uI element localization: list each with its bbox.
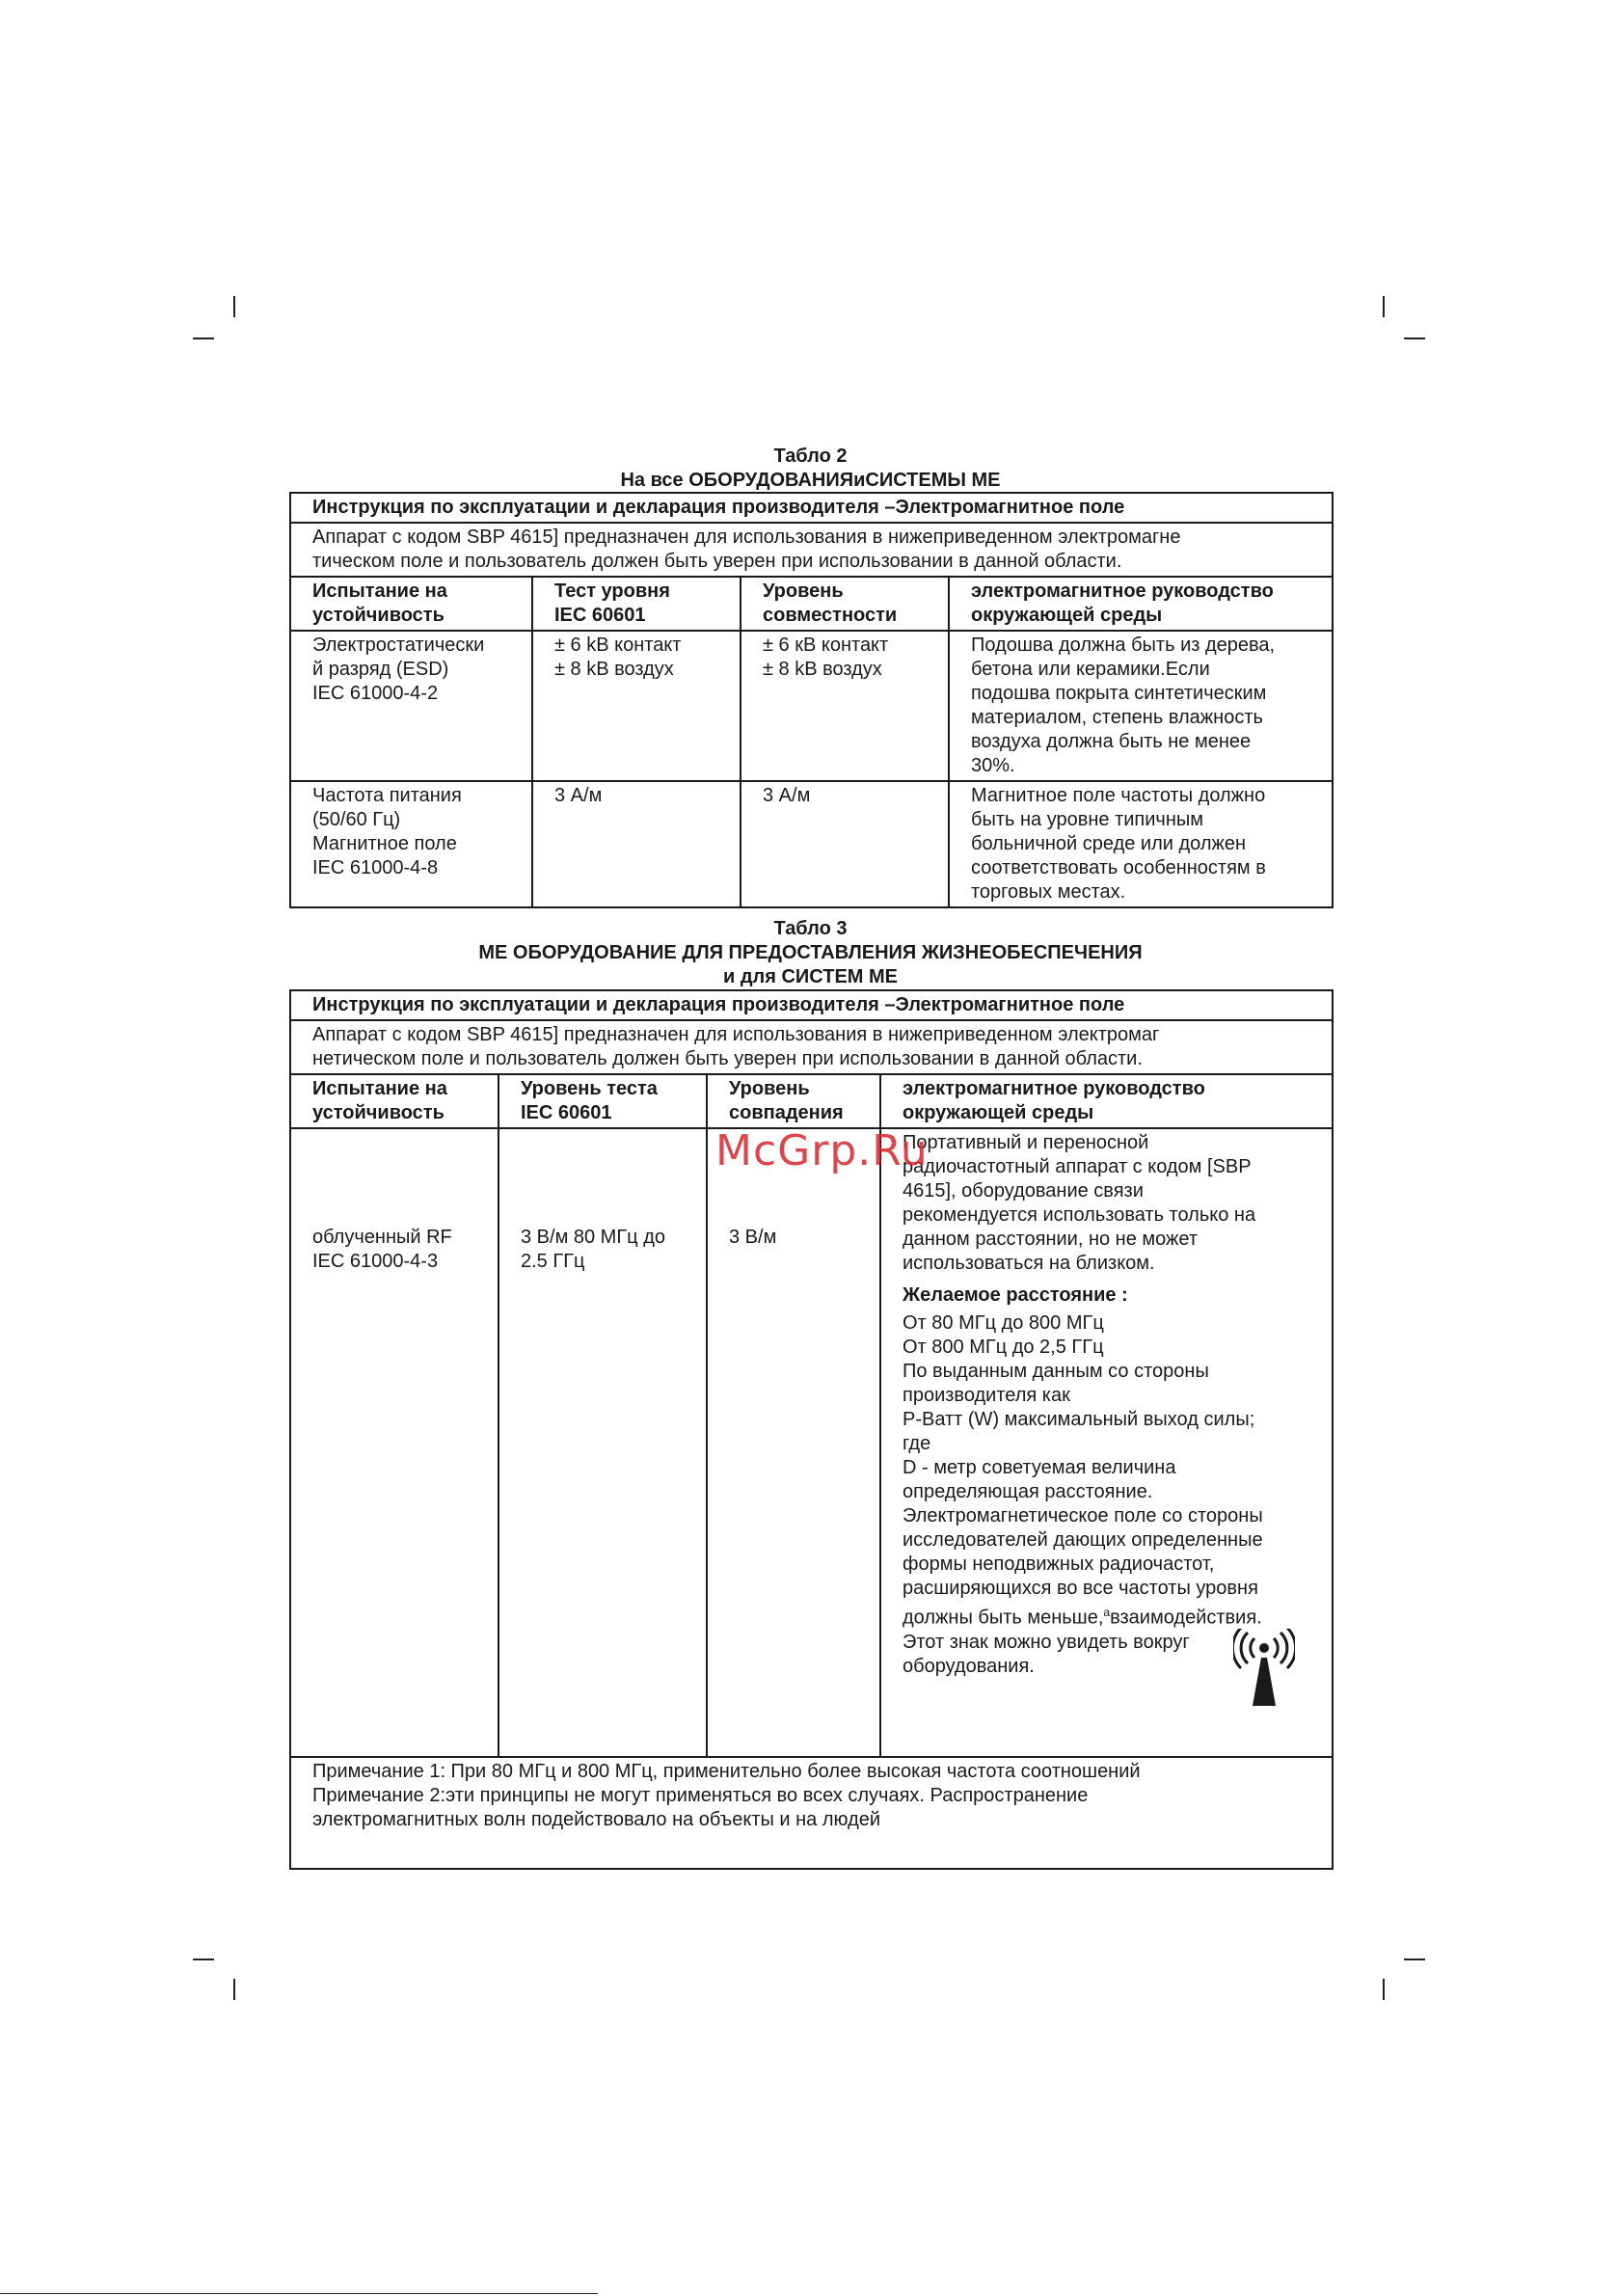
- note-line: Примечание 2:эти принципы не могут применяться во всех случаях. Распространение: [312, 1785, 1089, 1806]
- table-row: [290, 1128, 1333, 1757]
- intro-line: Аппарат с кодом SBP 4615] предназначен для использования в нижеприведенном электромагне: [312, 527, 1181, 548]
- table2-header: Инструкция по эксплуатации и декларация производителя –Электромагнитное поле: [290, 493, 1333, 523]
- table2-intro: [290, 523, 1333, 577]
- table3-subtitle: МЕ ОБОРУДОВАНИЕ ДЛЯ ПРЕДОСТАВЛЕНИЯ ЖИЗНЕОБЕСПЕЧЕНИЯ: [478, 942, 1143, 963]
- table2-subtitle: На все ОБОРУДОВАНИЯиСИСТЕМЫ МЕ: [620, 470, 1001, 491]
- table3-intro: [290, 1020, 1333, 1074]
- col-header-compliance: Уровень совпадения: [707, 1074, 880, 1128]
- table3-header-row: [290, 990, 1333, 1020]
- table3-notes: [290, 1757, 1333, 1869]
- note-line: Примечание 1: При 80 МГц и 800 МГц, применительно более высокая частота соотношений: [312, 1761, 1141, 1782]
- table3-header: Инструкция по эксплуатации и декларация производителя –Электромагнитное поле: [290, 990, 1333, 1020]
- table2-caption: Табло 2: [773, 446, 848, 467]
- col-header-test: Испытание на устойчивость: [290, 577, 532, 631]
- table-row: [290, 781, 1333, 907]
- crop-mark: [233, 1979, 235, 2000]
- note-line: электромагнитных волн подействовало на объекты и на людей: [312, 1809, 881, 1830]
- crop-mark: [1383, 296, 1385, 317]
- cell-guidance: Магнитное поле частоты должно быть на уровне типичным больничной среде или должен соответствовать особенностям в торговых местах.: [949, 781, 1333, 907]
- col-header-level: Уровень теста IEC 60601: [499, 1074, 707, 1128]
- intro-line: нетическом поле и пользователь должен быть уверен при использовании в данной области.: [312, 1048, 1143, 1069]
- table3-column-headers: [290, 1074, 1333, 1128]
- cell-level: 3 А/м: [532, 781, 741, 907]
- table2-column-headers: [290, 577, 1333, 631]
- crop-mark: [193, 338, 214, 339]
- col-header-test: Испытание на устойчивость: [290, 1074, 499, 1128]
- table3-subtitle-2: и для СИСТЕМ МЕ: [722, 966, 898, 987]
- intro-line: Аппарат с кодом SBP 4615] предназначен для использования в нижеприведенном электромаг: [312, 1024, 1160, 1045]
- crop-mark: [193, 1958, 214, 1960]
- col-header-guidance: электромагнитное руководство окружающей среды: [949, 577, 1333, 631]
- cell-level: ± 6 kB контакт ± 8 kB воздух: [532, 631, 741, 781]
- non-ionizing-radiation-icon: [1233, 1629, 1295, 1708]
- footer-rule: [0, 2293, 598, 2294]
- col-header-guidance: электромагнитное руководство окружающей среды: [880, 1074, 1333, 1128]
- crop-mark: [1404, 338, 1425, 339]
- table2-intro-row: [290, 523, 1333, 577]
- cell-test: Частота питания (50/60 Гц) Магнитное поле IEC 61000-4-8: [290, 781, 532, 907]
- crop-mark: [1404, 1958, 1425, 1960]
- table-row: [290, 631, 1333, 781]
- distance-title: Желаемое расстояние :: [903, 1284, 1128, 1306]
- table3-caption: Табло 3: [773, 918, 848, 939]
- cell-guidance: Портативный и переносной радиочастотный аппарат с кодом [SBP 4615], оборудование связи рекомендуется использовать только на данном расстоянии, но не может использоваться на близком. Желаемое расстояние : От 80 МГц до 800 МГц От 800 МГц до 2,5 ГГц По выданным данным со стороны производителя как Р-Ватт (W) максимальный выход силы; где D - метр советуемая величина определяющая расстояние. Электромагнетическое поле со стороны исследователей дающих определенные формы неподвижных радиочастот, расширяющихся во все частоты уровня должны быть меньше,$^a$взаимодействия. Этот знак можно увидеть вокруг оборудования.: [880, 1128, 1333, 1757]
- cell-test: облученный RF IEC 61000-4-3: [290, 1128, 499, 1757]
- cell-level: 3 В/м 80 МГц до 2.5 ГГц: [499, 1128, 707, 1757]
- col-header-level: Тест уровня IEC 60601: [532, 577, 741, 631]
- crop-mark: [233, 296, 235, 317]
- intro-line: тическом поле и пользователь должен быть уверен при использовании в данной области.: [312, 551, 1122, 572]
- table3-notes-row: [290, 1757, 1333, 1869]
- cell-compliance: 3 В/м: [707, 1128, 880, 1757]
- table2: [289, 492, 1334, 908]
- cell-compliance: 3 А/м: [741, 781, 949, 907]
- crop-mark: [1383, 1979, 1385, 2000]
- cell-compliance: ± 6 кВ контакт ± 8 kB воздух: [741, 631, 949, 781]
- table3-intro-row: [290, 1020, 1333, 1074]
- table3: [289, 989, 1334, 1870]
- watermark: McGrp.Ru: [715, 1126, 929, 1175]
- cell-test: Электростатически й разряд (ESD) IEC 61000-4-2: [290, 631, 532, 781]
- table2-header-row: [290, 493, 1333, 523]
- cell-guidance: Подошва должна быть из дерева, бетона или керамики.Если подошва покрыта синтетическим материалом, степень влажность воздуха должна быть не менее 30%.: [949, 631, 1333, 781]
- col-header-compliance: Уровень совместности: [741, 577, 949, 631]
